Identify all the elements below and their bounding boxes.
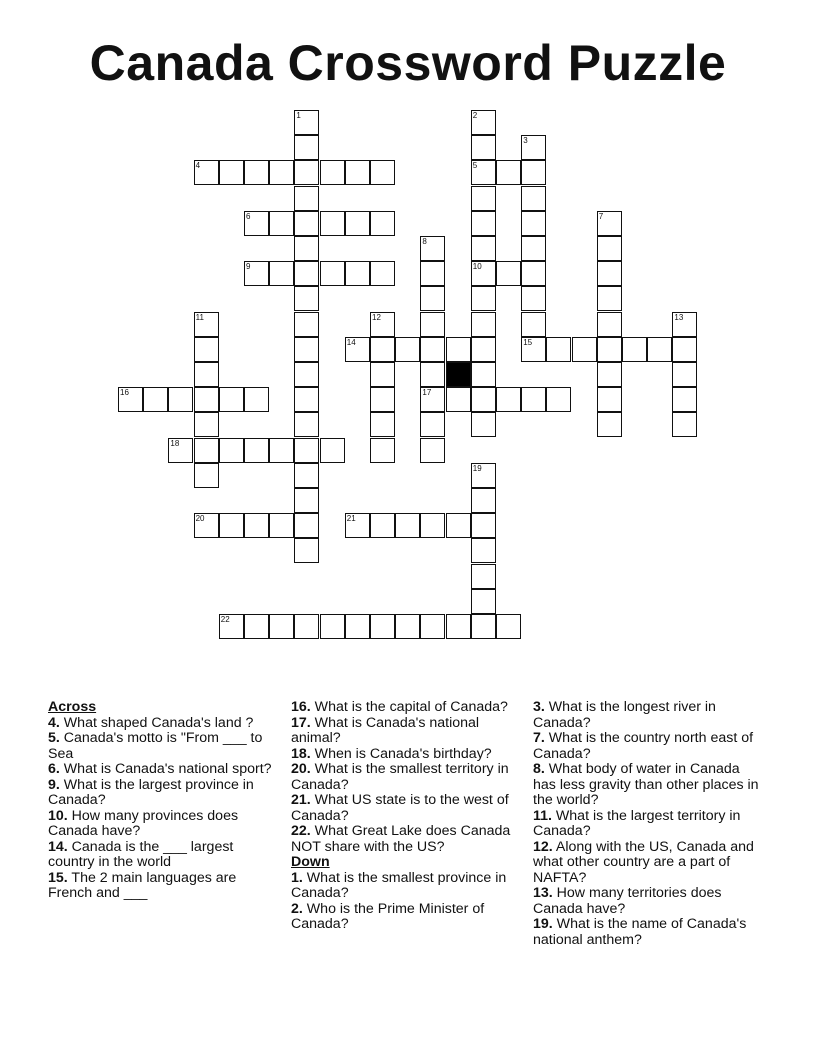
grid-cell[interactable]: [244, 513, 269, 538]
grid-cell[interactable]: [597, 261, 622, 286]
clue-number: 12: [372, 312, 381, 322]
clue-item-text: What body of water in Canada has less gravity than other places in the world?: [533, 761, 759, 808]
grid-cell[interactable]: [294, 261, 319, 286]
clue-item-number: 5.: [48, 730, 60, 746]
clue-number: 15: [523, 337, 533, 347]
grid-cell[interactable]: [471, 286, 496, 311]
clue-item-text: The 2 main languages are French and ___: [48, 869, 237, 901]
grid-cell[interactable]: [194, 312, 219, 337]
clue-item-number: 22.: [291, 823, 311, 839]
grid-cell[interactable]: [320, 261, 345, 286]
grid-cell[interactable]: [546, 387, 571, 412]
grid-cell[interactable]: [395, 513, 420, 538]
grid-cell[interactable]: [294, 387, 319, 412]
grid-cell[interactable]: [244, 387, 269, 412]
clue-item-number: 8.: [533, 761, 545, 777]
clue-number: 7: [598, 211, 604, 221]
grid-cell[interactable]: [496, 261, 521, 286]
grid-cell[interactable]: [345, 513, 370, 538]
grid-cell[interactable]: [345, 337, 370, 362]
clue-item-number: 7.: [533, 730, 545, 746]
clue-item-number: 21.: [291, 792, 311, 808]
clue-number: 14: [346, 337, 356, 347]
grid-cell[interactable]: [420, 261, 445, 286]
clue-number: 22: [220, 615, 230, 624]
clue-item-number: 19.: [533, 916, 553, 932]
grid-cell[interactable]: [345, 211, 370, 236]
grid-cell[interactable]: [521, 387, 546, 412]
grid-cell[interactable]: [194, 463, 219, 488]
grid-cell[interactable]: [521, 261, 546, 286]
grid-cell[interactable]: [294, 186, 319, 211]
clue-item: [48, 840, 280, 871]
grid-cell[interactable]: [194, 387, 219, 412]
grid-cell[interactable]: [219, 438, 244, 463]
clue-item-text: What is the largest province in Canada?: [48, 776, 254, 808]
grid-cell[interactable]: [471, 261, 496, 286]
clue-item: [533, 809, 763, 840]
clue-item-text: What is the country north east of Canada?: [533, 730, 754, 762]
grid-cell[interactable]: [420, 362, 445, 387]
grid-cell[interactable]: [471, 312, 496, 337]
clue-item: [533, 917, 763, 948]
grid-cell[interactable]: [294, 488, 319, 513]
grid-cell[interactable]: [370, 261, 395, 286]
grid-cell[interactable]: [420, 236, 445, 261]
grid-cell[interactable]: [294, 286, 319, 311]
grid-cell[interactable]: [471, 236, 496, 261]
clue-item-text: What is the longest river in Canada?: [533, 699, 716, 731]
grid-cell[interactable]: [446, 387, 471, 412]
grid-cell[interactable]: [597, 312, 622, 337]
grid-cell[interactable]: [244, 438, 269, 463]
grid-cell[interactable]: [168, 438, 193, 463]
grid-cell[interactable]: [143, 387, 168, 412]
grid-cell[interactable]: [294, 236, 319, 261]
across-heading: Across: [48, 699, 97, 715]
grid-cell[interactable]: [370, 387, 395, 412]
clue-item-text: Along with the US, Canada and what other country are a part of NAFTA?: [533, 838, 754, 886]
grid-cell[interactable]: [395, 614, 420, 639]
grid-cell[interactable]: [546, 337, 571, 362]
grid-cell[interactable]: [597, 387, 622, 412]
clue-item-number: 16.: [291, 699, 311, 715]
grid-cell[interactable]: [420, 513, 445, 538]
clue-number: 6: [246, 211, 251, 221]
grid-cell[interactable]: [370, 412, 395, 437]
clue-item-number: 12.: [533, 838, 553, 855]
clue-column-2: [291, 700, 523, 933]
grid-cell[interactable]: [219, 513, 244, 538]
clue-item: [48, 762, 280, 778]
grid-cell[interactable]: [370, 160, 395, 185]
grid-cell[interactable]: [219, 387, 244, 412]
grid-cell[interactable]: [622, 337, 647, 362]
grid-cell[interactable]: [521, 236, 546, 261]
grid-cell[interactable]: [219, 614, 244, 639]
grid-cell[interactable]: [294, 337, 319, 362]
clue-item: [291, 871, 523, 902]
grid-cell[interactable]: [471, 488, 496, 513]
grid-cell[interactable]: [244, 160, 269, 185]
grid-cell[interactable]: [370, 312, 395, 337]
clue-number: 3: [523, 136, 528, 146]
grid-cell[interactable]: [370, 337, 395, 362]
clue-column-3: [533, 700, 763, 948]
grid-cell[interactable]: [521, 312, 546, 337]
grid-cell[interactable]: [294, 135, 319, 160]
grid-cell[interactable]: [420, 412, 445, 437]
grid-cell[interactable]: [471, 614, 496, 639]
clue-item-number: 11.: [533, 807, 552, 824]
clue-number: 17: [422, 388, 432, 398]
grid-cell[interactable]: [320, 160, 345, 185]
grid-cell[interactable]: [597, 236, 622, 261]
grid-cell[interactable]: [471, 513, 496, 538]
grid-cell[interactable]: [194, 337, 219, 362]
grid-cell[interactable]: [194, 160, 219, 185]
clue-number: 1: [296, 111, 301, 120]
grid-cell[interactable]: [244, 261, 269, 286]
clue-item-number: 9.: [48, 776, 60, 793]
grid-cell[interactable]: [118, 387, 143, 412]
grid-cell[interactable]: [370, 438, 395, 463]
clue-item-number: 20.: [291, 761, 311, 777]
clue-number: 10: [472, 262, 482, 272]
clue-item: [533, 700, 763, 731]
clue-number: 19: [472, 463, 482, 473]
grid-cell[interactable]: [194, 412, 219, 437]
clue-item-number: 4.: [48, 714, 60, 731]
grid-cell[interactable]: [345, 261, 370, 286]
clue-item-text: What is Canada's national animal?: [291, 714, 480, 746]
clue-number: 21: [346, 514, 356, 524]
grid-cell[interactable]: [420, 286, 445, 311]
clue-item-text: When is Canada's birthday?: [310, 745, 492, 762]
grid-cell[interactable]: [269, 261, 294, 286]
clue-item: [48, 809, 280, 840]
grid-cell[interactable]: [647, 337, 672, 362]
clue-item-number: 2.: [291, 900, 303, 917]
grid-cell[interactable]: [294, 538, 319, 563]
clue-item: [48, 871, 280, 902]
clue-item-text: Canada's motto is "From ___ to Sea: [48, 730, 263, 762]
grid-cell[interactable]: [345, 614, 370, 639]
grid-cell[interactable]: [194, 513, 219, 538]
grid-cell[interactable]: [496, 614, 521, 639]
grid-cell[interactable]: [294, 312, 319, 337]
clue-item-number: 18.: [291, 745, 311, 762]
grid-cell[interactable]: [294, 463, 319, 488]
grid-cell[interactable]: [471, 589, 496, 614]
grid-cell[interactable]: [420, 337, 445, 362]
grid-cell[interactable]: [521, 186, 546, 211]
clue-item-text: Who is the Prime Minister of Canada?: [291, 900, 485, 932]
grid-cell[interactable]: [294, 362, 319, 387]
grid-cell[interactable]: [168, 387, 193, 412]
grid-cell[interactable]: [597, 337, 622, 362]
clue-item-number: 3.: [533, 699, 545, 715]
grid-cell[interactable]: [294, 211, 319, 236]
clue-item: [291, 793, 523, 824]
grid-cell[interactable]: [672, 312, 697, 337]
grid-cell[interactable]: [370, 211, 395, 236]
grid-cell[interactable]: [521, 286, 546, 311]
grid-cell[interactable]: [471, 362, 496, 387]
clue-item-number: 15.: [48, 869, 68, 886]
clue-item-text: What US state is to the west of Canada?: [291, 792, 509, 824]
clue-item: [533, 731, 763, 762]
grid-cell[interactable]: [320, 211, 345, 236]
clue-item-text: Canada is the ___ largest country in the world: [48, 838, 234, 870]
clue-number: 8: [422, 237, 427, 246]
clue-item: [291, 902, 523, 933]
clue-item: [533, 886, 763, 917]
grid-cell[interactable]: [269, 211, 294, 236]
grid-cell[interactable]: [471, 387, 496, 412]
grid-cell[interactable]: [420, 387, 445, 412]
grid-cell[interactable]: [194, 438, 219, 463]
grid-cell[interactable]: [471, 564, 496, 589]
clue-item-number: 1.: [291, 869, 303, 886]
grid-cell[interactable]: [471, 412, 496, 437]
grid-cell[interactable]: [521, 337, 546, 362]
clue-item-text: What is the capital of Canada?: [310, 699, 508, 715]
grid-cell[interactable]: [395, 337, 420, 362]
blocked-cell: [446, 362, 471, 387]
grid-cell[interactable]: [420, 614, 445, 639]
grid-cell[interactable]: [672, 412, 697, 437]
grid-cell[interactable]: [471, 135, 496, 160]
clue-number: 4: [195, 161, 201, 171]
clue-column-1: [48, 700, 280, 902]
grid-cell[interactable]: [370, 362, 395, 387]
grid-cell[interactable]: [471, 186, 496, 211]
page-title: Canada Crossword Puzzle: [89, 35, 727, 91]
clue-item: [291, 716, 523, 747]
clue-item-text: What is Canada's national sport?: [59, 761, 272, 777]
grid-cell[interactable]: [521, 160, 546, 185]
clue-item-text: What is the name of Canada's national anthem?: [533, 916, 747, 948]
grid-cell[interactable]: [244, 614, 269, 639]
clue-item: [48, 731, 280, 762]
grid-cell[interactable]: [471, 538, 496, 563]
grid-cell[interactable]: [597, 412, 622, 437]
grid-cell[interactable]: [471, 463, 496, 488]
clue-item-number: 6.: [48, 761, 60, 777]
grid-cell[interactable]: [294, 110, 319, 135]
grid-cell[interactable]: [672, 387, 697, 412]
clue-item-number: 17.: [291, 714, 311, 731]
grid-cell[interactable]: [194, 362, 219, 387]
grid-cell[interactable]: [420, 438, 445, 463]
grid-cell[interactable]: [294, 614, 319, 639]
clue-number: 11: [195, 312, 204, 322]
grid-cell[interactable]: [294, 513, 319, 538]
clue-item-text: How many territories does Canada have?: [533, 885, 722, 917]
down-heading: Down: [291, 854, 330, 870]
grid-cell[interactable]: [294, 438, 319, 463]
clue-item-text: How many provinces does Canada have?: [48, 807, 239, 839]
grid-cell[interactable]: [294, 412, 319, 437]
grid-cell[interactable]: [471, 211, 496, 236]
clue-item-text: What is the smallest province in Canada?: [291, 869, 507, 901]
grid-cell[interactable]: [672, 337, 697, 362]
grid-cell[interactable]: [471, 337, 496, 362]
grid-cell[interactable]: [496, 160, 521, 185]
clue-number: 18: [170, 438, 180, 448]
clue-item: [291, 700, 523, 716]
clue-item-number: 13.: [533, 885, 553, 901]
clue-item: [48, 778, 280, 809]
grid-cell[interactable]: [672, 362, 697, 387]
clue-number: 20: [195, 514, 205, 524]
grid-cell[interactable]: [521, 135, 546, 160]
clue-item-text: What shaped Canada's land ?: [59, 714, 254, 731]
grid-cell[interactable]: [269, 513, 294, 538]
grid-cell[interactable]: [597, 211, 622, 236]
grid-cell[interactable]: [521, 211, 546, 236]
grid-cell[interactable]: [471, 160, 496, 185]
clue-item-number: 14.: [48, 838, 68, 855]
clue-number: 2: [472, 111, 478, 120]
grid-cell[interactable]: [219, 160, 244, 185]
clue-number: 16: [120, 388, 129, 398]
grid-cell[interactable]: [269, 438, 294, 463]
clue-item-text: What Great Lake does Canada NOT share with the US?: [291, 823, 511, 855]
grid-cell[interactable]: [572, 337, 597, 362]
grid-cell[interactable]: [294, 160, 319, 185]
grid-cell[interactable]: [471, 110, 496, 135]
grid-cell[interactable]: [269, 614, 294, 639]
clue-number: 9: [246, 262, 251, 272]
clue-item-text: What is the largest territory in Canada?: [533, 807, 741, 839]
grid-cell[interactable]: [446, 513, 471, 538]
grid-cell[interactable]: [320, 614, 345, 639]
grid-cell[interactable]: [496, 387, 521, 412]
clue-item: [48, 716, 280, 732]
grid-cell[interactable]: [269, 160, 294, 185]
clue-item: [291, 747, 523, 763]
grid-cell[interactable]: [446, 614, 471, 639]
grid-cell[interactable]: [320, 438, 345, 463]
grid-cell[interactable]: [370, 614, 395, 639]
grid-cell[interactable]: [446, 337, 471, 362]
clue-number: 5: [472, 161, 478, 171]
grid-cell[interactable]: [370, 513, 395, 538]
clue-number: 13: [674, 312, 684, 322]
clue-item: [533, 840, 763, 887]
grid-cell[interactable]: [244, 211, 269, 236]
clue-item: [533, 762, 763, 809]
clue-item: [291, 824, 523, 855]
grid-cell[interactable]: [420, 312, 445, 337]
clue-item-text: What is the smallest territory in Canada?: [291, 761, 509, 793]
grid-cell[interactable]: [597, 362, 622, 387]
grid-cell[interactable]: [345, 160, 370, 185]
clue-item-number: 10.: [48, 807, 68, 824]
clue-item: [291, 762, 523, 793]
grid-cell[interactable]: [597, 286, 622, 311]
